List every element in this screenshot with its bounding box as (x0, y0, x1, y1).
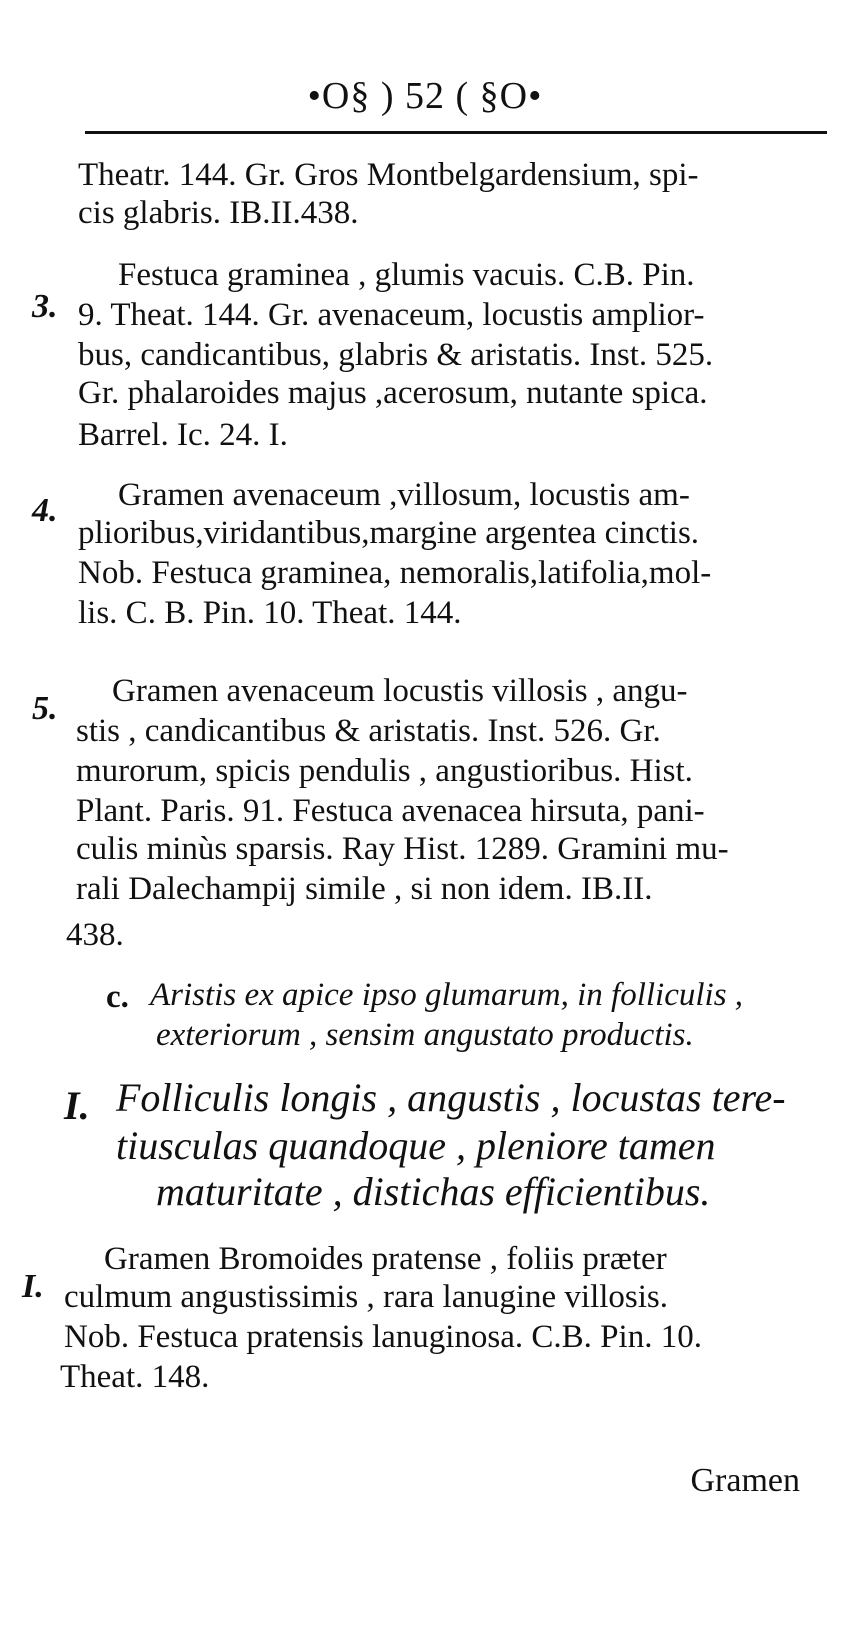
last-entry-line-3: Theat. 148. (60, 1359, 210, 1395)
entry-5-number: 5. (32, 690, 58, 727)
page-number: 52 (405, 75, 445, 117)
entry-3-line-3: Gr. phalaroides majus ,acerosum, nutante spica. (78, 375, 708, 411)
entry-3-number: 3. (32, 288, 58, 325)
entry-5-line-5: rali Dalechampij simile , si non idem. IB.II. (76, 871, 653, 907)
entry-5-line-4: culis minùs sparsis. Ray Hist. 1289. Gramini mu- (76, 831, 729, 867)
header-ornament-right: ( §O• (455, 75, 543, 117)
last-entry-line-0: Gramen Bromoides pratense , foliis præter (104, 1241, 667, 1277)
subsection-letter: c. (106, 979, 129, 1015)
entry-0-line-0: Theatr. 144. Gr. Gros Montbelgardensium, spi- (78, 157, 699, 193)
subsection-line-0: Aristis ex apice ipso glumarum, in folliculis , (150, 977, 744, 1013)
entry-3-line-0: Festuca graminea , glumis vacuis. C.B. Pin. (118, 257, 695, 293)
entry-3-line-1: 9. Theat. 144. Gr. avenaceum, locustis amplior- (78, 297, 705, 333)
entry-5-line-3: Plant. Paris. 91. Festuca avenacea hirsuta, pani- (76, 793, 705, 829)
last-entry-line-1: culmum angustissimis , rara lanugine villosis. (64, 1279, 669, 1315)
section-line-0: Folliculis longis , angustis , locustas tere- (116, 1075, 786, 1120)
entry-4-line-2: Nob. Festuca graminea, nemoralis,latifolia,mol- (78, 555, 712, 591)
entry-3-line-2: bus, candicantibus, glabris & aristatis. Inst. 525. (78, 337, 714, 373)
section-number: I. (64, 1083, 90, 1128)
entry-4-line-0: Gramen avenaceum ,villosum, locustis am- (118, 477, 690, 513)
section-line-1: tiusculas quandoque , pleniore tamen (116, 1123, 716, 1168)
header-rule (85, 131, 827, 134)
running-header (0, 74, 850, 118)
entry-5-line-0: Gramen avenaceum locustis villosis , angu- (112, 673, 688, 709)
header-ornament-left: •O§ ) (307, 75, 395, 117)
entry-4-number: 4. (32, 492, 58, 529)
entry-5-line-1: stis , candicantibus & aristatis. Inst. 526. Gr. (76, 713, 661, 749)
entry-0-line-1: cis glabris. IB.II.438. (78, 195, 359, 231)
entry-5-line-6: 438. (66, 917, 124, 953)
last-entry-line-2: Nob. Festuca pratensis lanuginosa. C.B. Pin. 10. (64, 1319, 702, 1355)
entry-4-line-3: lis. C. B. Pin. 10. Theat. 144. (78, 595, 462, 631)
catchword: Gramen (690, 1462, 800, 1499)
subsection-line-1: exteriorum , sensim angustato productis. (156, 1017, 694, 1053)
entry-5-line-2: murorum, spicis pendulis , angustioribus. Hist. (76, 753, 693, 789)
entry-3-line-4: Barrel. Ic. 24. I. (78, 417, 288, 453)
section-line-2: maturitate , distichas efficientibus. (156, 1169, 711, 1214)
last-entry-number: I. (22, 1268, 44, 1305)
entry-4-line-1: plioribus,viridantibus,margine argentea cinctis. (78, 515, 700, 551)
